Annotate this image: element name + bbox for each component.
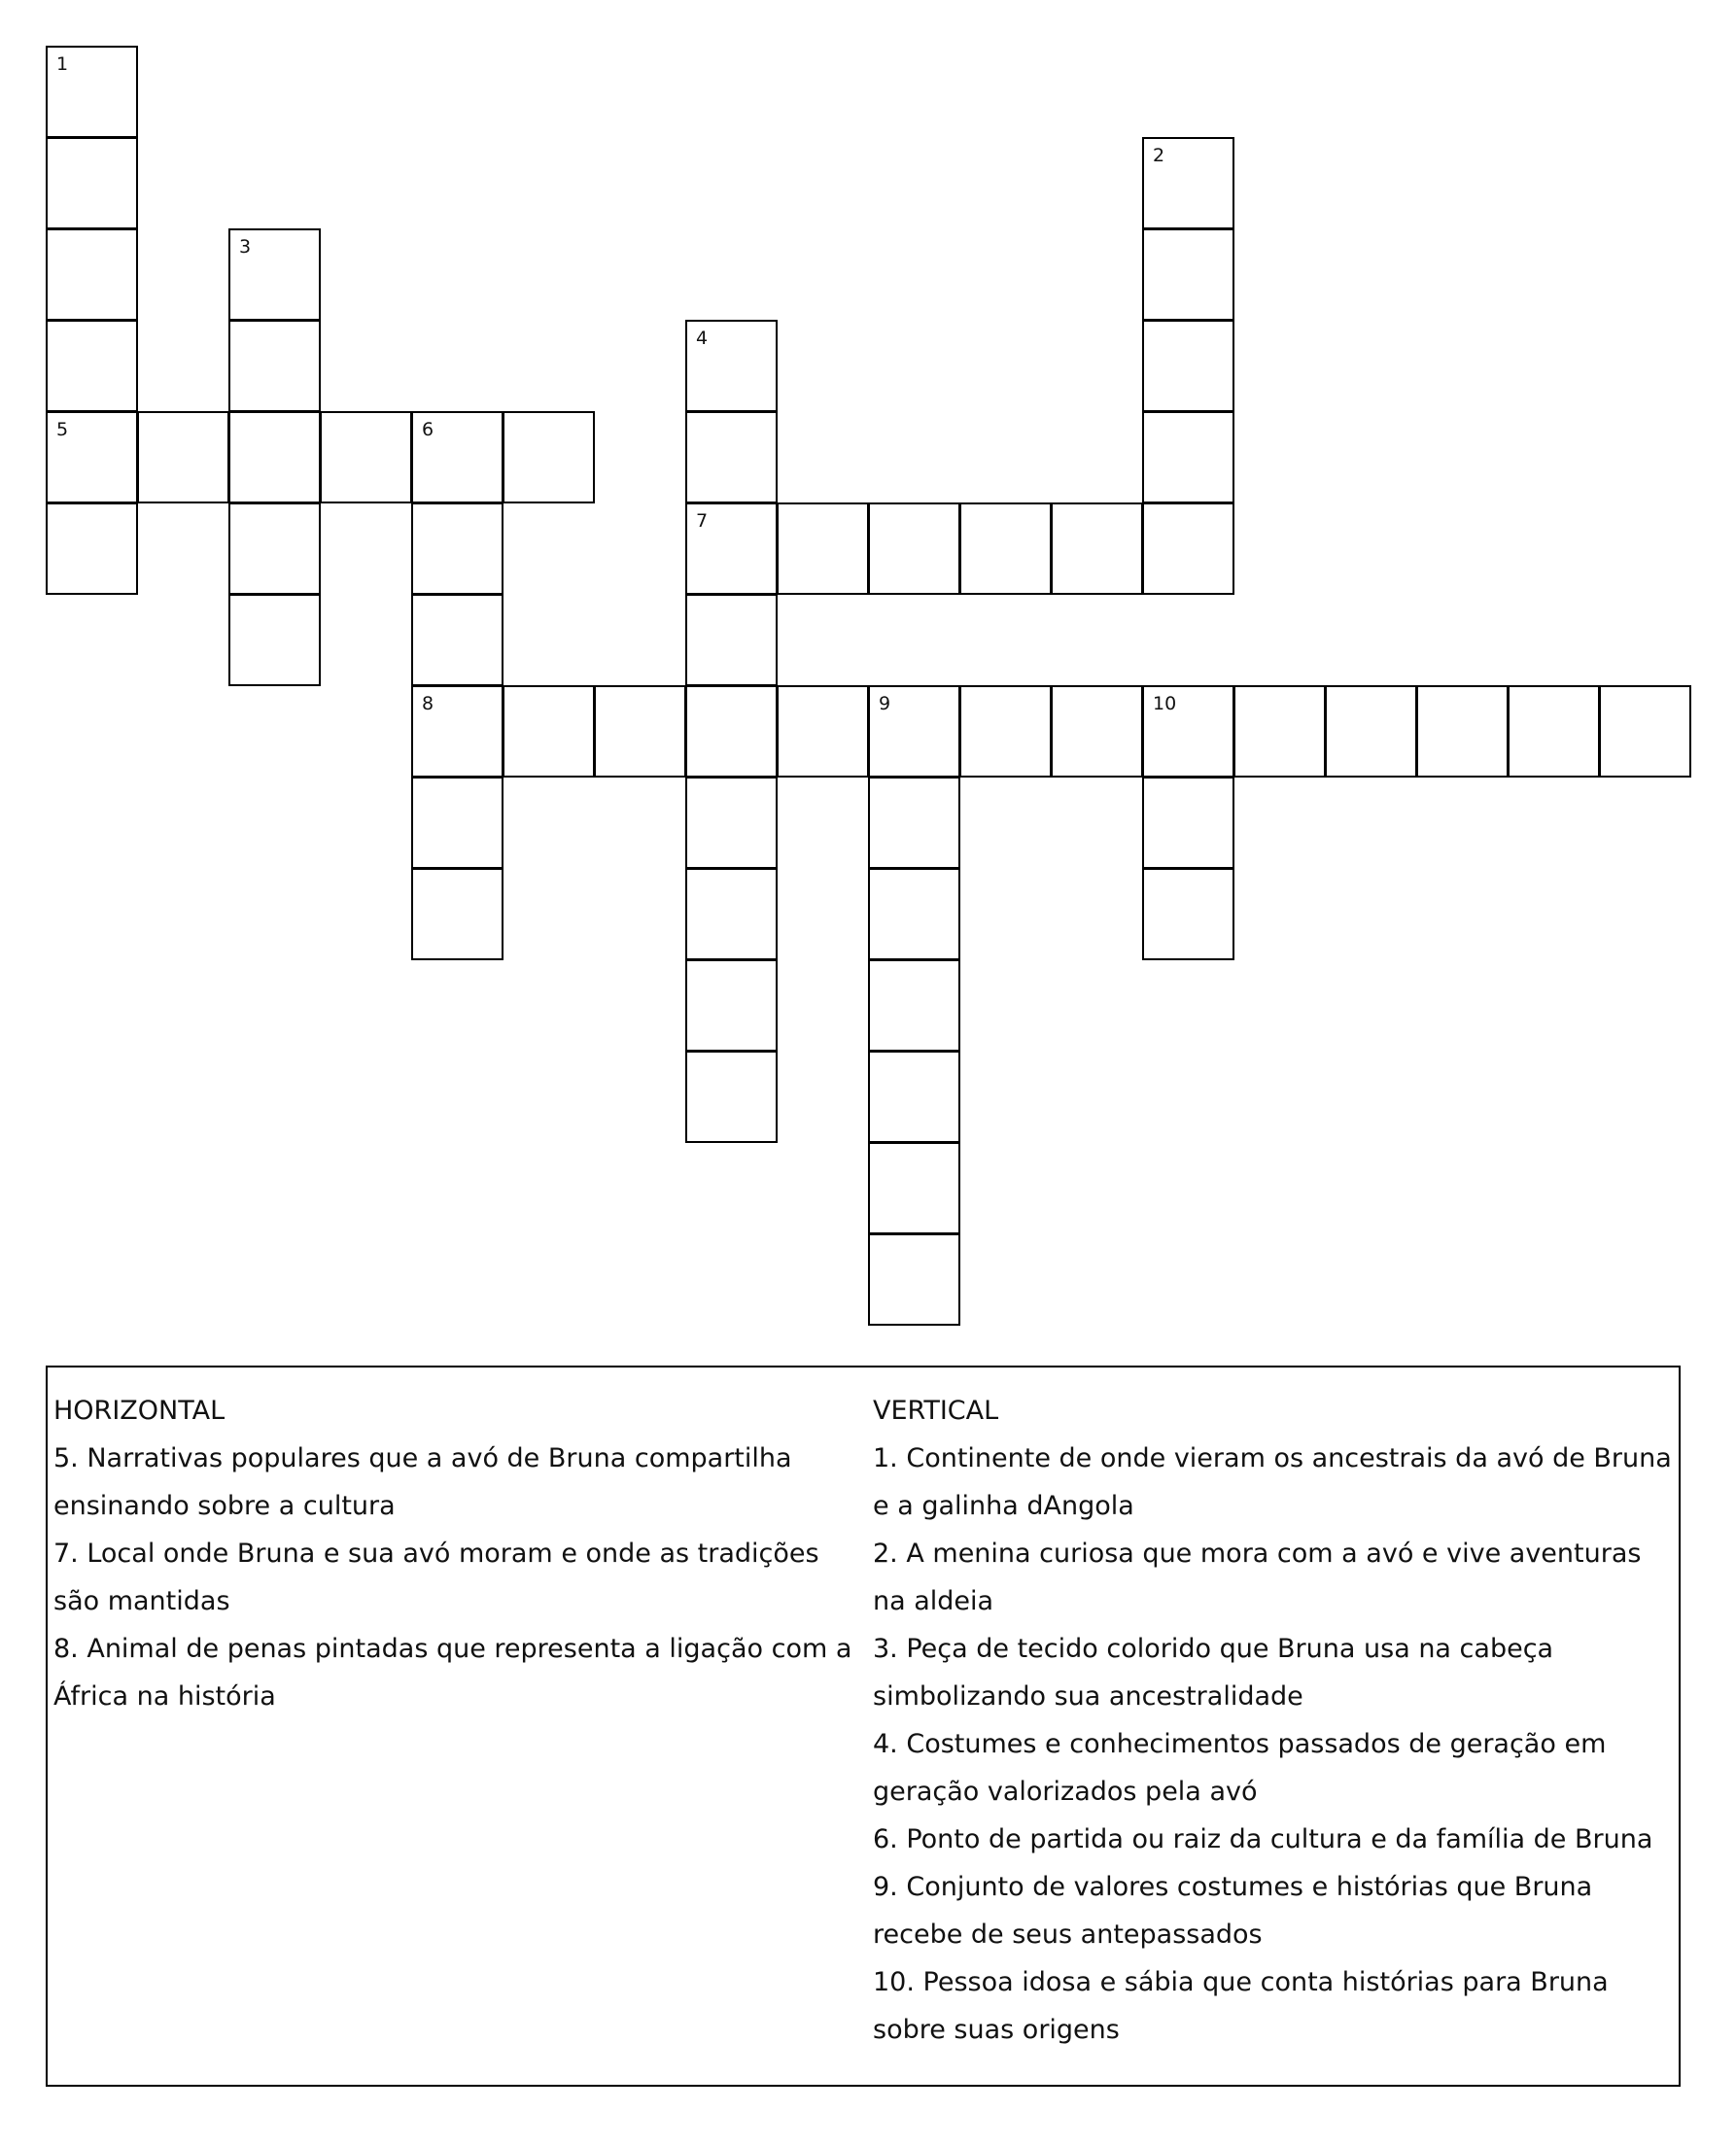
crossword-cell[interactable] <box>1325 685 1417 778</box>
clue-number: 1 <box>56 53 69 75</box>
crossword-cell[interactable] <box>685 777 778 869</box>
clue-number: 2 <box>1153 145 1165 166</box>
crossword-cell[interactable] <box>503 411 595 503</box>
clue-number: 8 <box>422 693 434 714</box>
crossword-cell[interactable] <box>1051 502 1143 595</box>
crossword-cell[interactable] <box>46 137 138 229</box>
crossword-cell[interactable] <box>594 685 686 778</box>
crossword-cell[interactable] <box>868 1142 960 1234</box>
horizontal-clues <box>53 1387 860 1720</box>
crossword-cell[interactable] <box>1051 685 1143 778</box>
clue-vertical-10: 10. Pessoa idosa e sábia que conta histórias para Bruna sobre suas origens <box>873 1967 1609 2045</box>
clue-vertical-1: 1. Continente de onde vieram os ancestrais da avó de Bruna e a galinha dAngola <box>873 1443 1672 1521</box>
clue-number: 6 <box>422 419 434 440</box>
clue-vertical-9: 9. Conjunto de valores costumes e histórias que Bruna recebe de seus antepassados <box>873 1872 1593 1950</box>
crossword-cell[interactable] <box>320 411 412 503</box>
clue-vertical-3: 3. Peça de tecido colorido que Bruna usa na cabeça simbolizando sua ancestralidade <box>873 1634 1554 1712</box>
crossword-cell[interactable] <box>1599 685 1691 778</box>
clue-horizontal-5: 5. Narrativas populares que a avó de Bruna compartilha ensinando sobre a cultura <box>53 1443 792 1521</box>
vertical-heading: VERTICAL <box>873 1396 999 1426</box>
crossword-cell[interactable] <box>959 685 1052 778</box>
crossword-cell-9[interactable] <box>868 685 960 778</box>
crossword-cell-7[interactable] <box>685 502 778 595</box>
crossword-cell-1[interactable] <box>46 46 138 138</box>
clue-vertical-2: 2. A menina curiosa que mora com a avó e vive aventuras na aldeia <box>873 1539 1642 1616</box>
crossword-cell[interactable] <box>868 1051 960 1143</box>
clue-vertical-6: 6. Ponto de partida ou raiz da cultura e da família de Bruna <box>873 1824 1653 1854</box>
crossword-cell-2[interactable] <box>1142 137 1234 229</box>
crossword-cell-6[interactable] <box>411 411 503 503</box>
crossword-cell[interactable] <box>46 228 138 321</box>
clue-number: 5 <box>56 419 69 440</box>
clues-box <box>46 1366 1681 2087</box>
crossword-cell[interactable] <box>685 1051 778 1143</box>
crossword-cell[interactable] <box>137 411 229 503</box>
clue-number: 4 <box>696 328 709 349</box>
crossword-cell[interactable] <box>868 959 960 1052</box>
crossword-cell[interactable] <box>411 594 503 686</box>
clue-number: 9 <box>879 693 891 714</box>
crossword-cell[interactable] <box>503 685 595 778</box>
crossword-cell[interactable] <box>228 411 321 503</box>
clue-number: 10 <box>1153 693 1177 714</box>
crossword-cell[interactable] <box>685 959 778 1052</box>
clue-horizontal-8: 8. Animal de penas pintadas que representa a ligação com a África na história <box>53 1634 852 1712</box>
crossword-cell[interactable] <box>411 777 503 869</box>
crossword-cell[interactable] <box>228 594 321 686</box>
crossword-cell[interactable] <box>868 777 960 869</box>
crossword-cell[interactable] <box>777 502 869 595</box>
crossword-cell[interactable] <box>228 320 321 412</box>
crossword-cell[interactable] <box>685 685 778 778</box>
crossword-cell[interactable] <box>228 502 321 595</box>
crossword-cell[interactable] <box>959 502 1052 595</box>
crossword-cell[interactable] <box>1416 685 1509 778</box>
crossword-cell[interactable] <box>685 868 778 960</box>
clue-vertical-4: 4. Costumes e conhecimentos passados de geração em geração valorizados pela avó <box>873 1729 1607 1807</box>
crossword-cell[interactable] <box>1142 228 1234 321</box>
crossword-cell[interactable] <box>1233 685 1326 778</box>
crossword-cell[interactable] <box>411 502 503 595</box>
crossword-cell[interactable] <box>1508 685 1600 778</box>
crossword-cell[interactable] <box>685 411 778 503</box>
crossword-cell-10[interactable] <box>1142 685 1234 778</box>
crossword-cell-5[interactable] <box>46 411 138 503</box>
crossword-cell[interactable] <box>868 868 960 960</box>
crossword-cell[interactable] <box>685 594 778 686</box>
crossword-cell-3[interactable] <box>228 228 321 321</box>
crossword-cell[interactable] <box>1142 868 1234 960</box>
clue-number: 3 <box>239 236 252 258</box>
crossword-cell[interactable] <box>46 502 138 595</box>
crossword-cell[interactable] <box>1142 320 1234 412</box>
crossword-cell[interactable] <box>868 502 960 595</box>
crossword-cell[interactable] <box>868 1233 960 1326</box>
crossword-cell[interactable] <box>1142 777 1234 869</box>
clue-horizontal-7: 7. Local onde Bruna e sua avó moram e onde as tradições são mantidas <box>53 1539 819 1616</box>
crossword-cell[interactable] <box>1142 411 1234 503</box>
crossword-cell[interactable] <box>46 320 138 412</box>
crossword-cell[interactable] <box>1142 502 1234 595</box>
horizontal-heading: HORIZONTAL <box>53 1396 226 1426</box>
vertical-clues <box>873 1387 1680 2054</box>
crossword-cell[interactable] <box>411 868 503 960</box>
crossword-cell[interactable] <box>777 685 869 778</box>
crossword-cell-8[interactable] <box>411 685 503 778</box>
crossword-cell-4[interactable] <box>685 320 778 412</box>
clue-number: 7 <box>696 510 709 532</box>
